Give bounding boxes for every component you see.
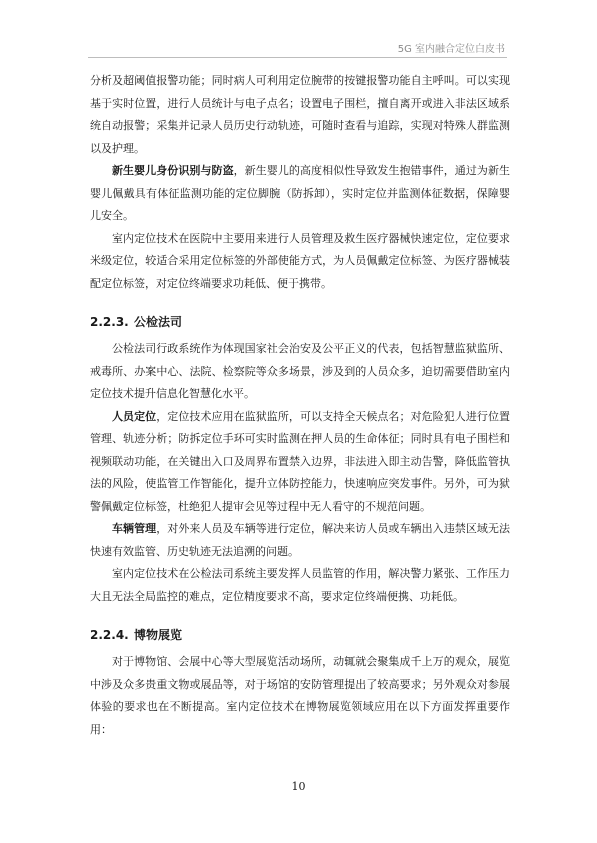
section-title: 公检法司: [134, 315, 183, 329]
paragraph-lead-vehicle: 车辆管理: [112, 522, 157, 535]
paragraph-person-positioning: [90, 406, 510, 519]
paragraph-lead-newborn: 新生婴儿身份识别与防盗: [112, 164, 234, 177]
paragraph-hospital-summary: 室内定位技术在医院中主要用来进行人员管理及救生医疗器械快速定位，定位要求米级定位，较适合采用定位标签的外部使能方式，为人员佩戴定位标签、为医疗器械装配定位标签，对定位终端要求功耗低、便于携带。: [90, 231, 510, 290]
page-number: 10: [291, 780, 306, 793]
section-heading-2-2-3: [90, 312, 510, 332]
paragraph-body-person: ，定位技术应用在监狱监所，可以支持全天候点名；对危险犯人进行位置管理、轨迹分析；防拆定位手环可实时监测在押人员的生命体征；同时具有电子围栏和视频联动功能，在关键出入口及周界布置禁入边界，非法进入即主动告警，降低监管执法的风险，使监管工作智能化，提升立体防控能力，快速响应突发事件。另外，可为狱警佩戴定位标签，杜绝犯人提审会见等过程中无人看守的不规范问题。: [90, 409, 511, 513]
paragraph-lead-person: 人员定位: [112, 409, 157, 423]
paragraph-intro-2-2-4: 对于博物馆、会展中心等大型展览活动场所，动辄就会聚集成千上万的观众，展览中涉及众多贵重文物或展品等，对于场馆的安防管理提出了较高要求；另外观众对参展体验的要求也在不断提高。室内定位技术在博物展览领域应用在以下方面发挥重要作用：: [90, 655, 510, 736]
paragraph-newborn: [90, 160, 510, 228]
paragraph-intro-2-2-3: 公检法司行政系统作为体现国家社会治安及公平正义的代表，包括智慧监狱监所、戒毒所、办案中心、法院、检察院等众多场景，涉及到的人员众多，迫切需要借助室内定位技术提升信息化智慧化水平。: [90, 342, 510, 400]
paragraph-body-newborn: ，新生婴儿的高度相似性导致发生抱错事件，通过为新生婴儿佩戴具有体征监测功能的定位脚腕（防拆卸），实时定位并监测体征数据，保障婴儿安全。: [90, 164, 511, 222]
running-header-title: 5G 室内融合定位白皮书: [397, 44, 505, 55]
section-number: 2.2.4.: [90, 628, 129, 642]
section-heading-2-2-4: [90, 625, 510, 645]
paragraph-summary-2-2-3: 室内定位技术在公检法司系统主要发挥人员监管的作用，解决警力紧张、工作压力大且无法全局监控的难点，定位精度要求不高，要求定位终端便携、功耗低。: [90, 567, 510, 603]
section-title: 博物展览: [134, 628, 183, 642]
header-divider: [88, 57, 507, 58]
section-number: 2.2.3.: [90, 315, 129, 329]
paragraph-vehicle-management: [90, 518, 510, 563]
paragraph-continuation: 分析及超阈值报警功能；同时病人可利用定位腕带的按键报警功能自主呼叫。可以实现基于实时位置，进行人员统计与电子点名；设置电子围栏，擅自离开或进入非法区域系统自动报警；采集并记录人员历史行动轨迹，可随时查看与追踪，实现对特殊人群监测以及护理。: [90, 74, 510, 155]
paragraph-body-vehicle: ，对外来人员及车辆等进行定位，解决来访人员或车辆出入违禁区域无法快速有效监管、历史轨迹无法追溯的问题。: [90, 522, 511, 558]
page-body: [90, 70, 510, 741]
